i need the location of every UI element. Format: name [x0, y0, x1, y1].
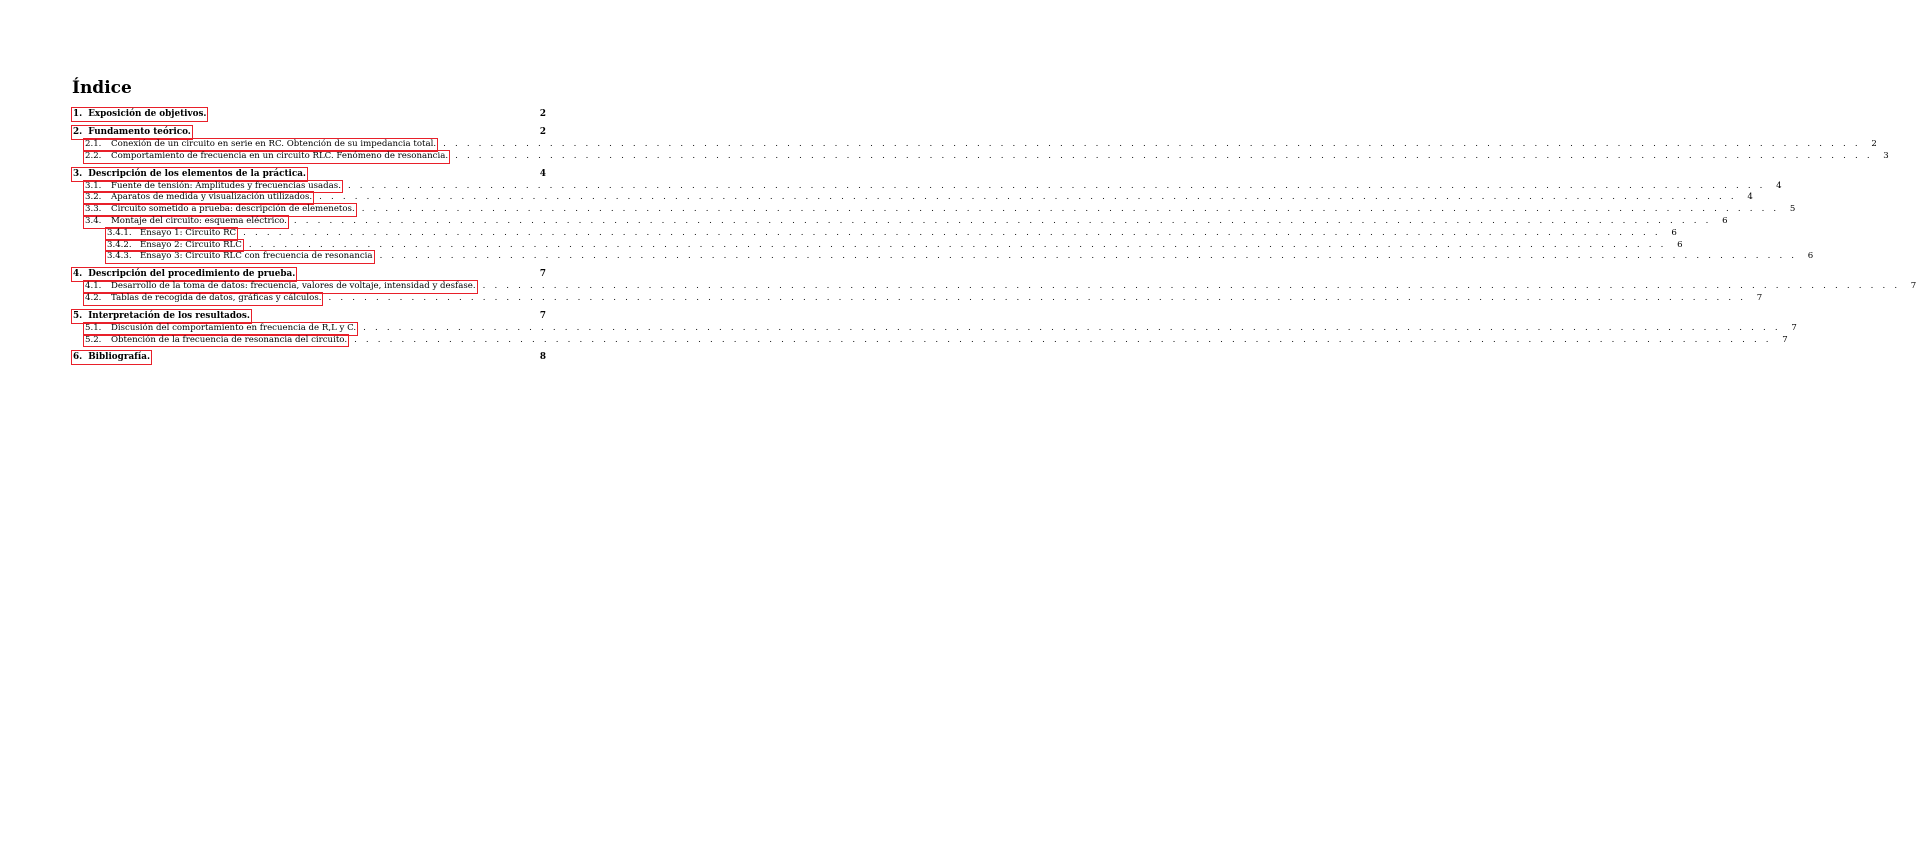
- toc-page-number: 8: [539, 352, 546, 363]
- toc-page-number: 7: [539, 310, 546, 321]
- toc-link[interactable]: [84, 151, 449, 163]
- toc-number: 3.4.2.: [107, 239, 132, 250]
- leader-dots: . . . . . . . . . . . . . . . . . . . . . . . . . . . . . . . . . . . . . . . . . . . . . . . . . . . . . . . . . . . . . . . . . . . . . . . . . . . . . . . . . . . . . . . . . . . . . . . . . . . . . . . . . . . . . . . . . . . . . . . .: [328, 292, 1747, 303]
- toc-page-number: 4: [539, 168, 546, 179]
- toc-number: 5.2.: [85, 334, 102, 345]
- toc-subsection: [72, 150, 1889, 163]
- toc-subsection: [72, 251, 1814, 263]
- leader-dots: . . . . . . . . . . . . . . . . . . . . . . . . . . . . . . . . . . . . . . . . . . . . . . . . . . . . . . . . . . . . . . . . . . . . . . . . . . . . . . . . . . . . . . . . . . . . . . . . . . . . . . . . . . . . . . . . . . . . . . . .: [293, 215, 1712, 226]
- toc-section: [72, 268, 1916, 305]
- toc-link[interactable]: [84, 181, 342, 193]
- toc-page-number: 6: [1722, 215, 1728, 226]
- toc-number: 3.4.1.: [107, 227, 132, 238]
- toc-page-number: 7: [1782, 334, 1788, 345]
- toc-section-heading: [72, 351, 546, 364]
- leader-dots: . . . . . . . . . . . . . . . . . . . . . . . . . . . . . . . . . . . . . . . . . . . . . . . . . . . . . . . . . . . . . . . . . . . . . . . . . . . . . . . . . . . . . . . . . . . . . . . . . . . . . . . . . . . . . . . . . . . . . . . .: [379, 251, 1798, 262]
- leader-dots: . . . . . . . . . . . . . . . . . . . . . . . . . . . . . . . . . . . . . . . . . . . . . . . . . . . . . . . . . . . . . . . . . . . . . . . . . . . . . . . . . . . . . . . . . . . . . . . . . . . . . . . . . . . . . . . . . . . . . . . .: [319, 192, 1737, 203]
- toc-title: Obtención de la frecuencia de resonancia del circuito.: [111, 334, 348, 345]
- toc-page-number: 5: [1789, 204, 1796, 215]
- toc-link[interactable]: [84, 216, 288, 228]
- toc-link[interactable]: [72, 108, 207, 121]
- toc-page-number: 2: [539, 127, 546, 137]
- toc-title: Ensayo 2: Circuito RLC: [140, 239, 242, 250]
- leader-dots: . . . . . . . . . . . . . . . . . . . . . . . . . . . . . . . . . . . . . . . . . . . . . . . . . . . . . . . . . . . . . . . . . . . . . . . . . . . . . . . . . . . . . . . . . . . . . . . . . . . . . . . . . . . . . . . . . . . . . . . .: [363, 322, 1781, 333]
- toc-title: Descripción del procedimiento de prueba.: [88, 269, 296, 280]
- toc-page-number: 4: [1776, 180, 1782, 191]
- toc-link[interactable]: [106, 240, 243, 252]
- toc-subsection: [72, 334, 1788, 347]
- toc-title: Montaje del circuito: esquema eléctrico.: [111, 215, 287, 226]
- toc-title: Aparatos de medida y visualización utilizados.: [111, 192, 313, 203]
- toc-title: Comportamiento de frecuencia en un circuito RLC. Fenómeno de resonancia.: [111, 150, 449, 161]
- table-of-contents: [72, 108, 1916, 364]
- toc-link[interactable]: [84, 323, 357, 335]
- toc-title: Discusión del comportamiento en frecuencia de R,L y C.: [111, 322, 357, 333]
- toc-subsection: [72, 322, 1797, 335]
- toc-number: 6.: [73, 352, 83, 363]
- toc-subsection: [72, 292, 1763, 305]
- toc-link[interactable]: [84, 293, 322, 305]
- toc-number: 4.2.: [85, 292, 102, 303]
- toc-title: Descripción de los elementos de la práctica.: [88, 168, 306, 179]
- toc-number: 2.1.: [85, 139, 102, 149]
- toc-subsection: [72, 180, 1782, 193]
- toc-title: Circuito sometido a prueba: descripción de elemenetos.: [111, 204, 355, 215]
- toc-number: 3.2.: [85, 192, 102, 203]
- toc-link[interactable]: [84, 139, 437, 151]
- leader-dots: . . . . . . . . . . . . . . . . . . . . . . . . . . . . . . . . . . . . . . . . . . . . . . . . . . . . . . . . . . . . . . . . . . . . . . . . . . . . . . . . . . . . . . . . . . . . . . . . . . . . . . . . . . . . . . . . . . . . . . . .: [455, 150, 1873, 161]
- toc-title: Ensayo 3: Circuito RLC con frecuencia de resonancia: [140, 251, 373, 262]
- toc-page-number: 7: [1791, 322, 1797, 333]
- toc-number: 2.: [73, 127, 83, 137]
- toc-number: 3.: [73, 168, 83, 179]
- toc-page-number: 7: [1910, 281, 1916, 292]
- toc-section: [72, 351, 546, 364]
- toc-title: Fuente de tensión: Amplitudes y frecuencias usadas.: [111, 180, 341, 191]
- leader-dots: . . . . . . . . . . . . . . . . . . . . . . . . . . . . . . . . . . . . . . . . . . . . . . . . . . . . . . . . . . . . . . . . . . . . . . . . . . . . . . . . . . . . . . . . . . . . . . . . . . . . . . . . . . . . . . . . . . . . . . . .: [248, 239, 1667, 250]
- toc-page-number: 4: [1747, 192, 1753, 203]
- toc-number: 1.: [73, 109, 83, 119]
- toc-subsection: [72, 227, 1677, 240]
- toc-page-number: 6: [1677, 239, 1683, 250]
- toc-title: Ensayo 1: Circuito RC: [140, 227, 237, 238]
- toc-link[interactable]: [84, 281, 477, 293]
- toc-page-number: 2: [539, 109, 546, 119]
- toc-link[interactable]: [106, 251, 374, 263]
- toc-section-heading: [72, 168, 546, 181]
- toc-title: Exposición de objetivos.: [88, 109, 207, 119]
- toc-link[interactable]: [84, 192, 313, 204]
- toc-title: Fundamento teórico.: [88, 127, 191, 137]
- toc-link[interactable]: [72, 168, 307, 181]
- toc-number: 5.: [73, 310, 83, 321]
- leader-dots: . . . . . . . . . . . . . . . . . . . . . . . . . . . . . . . . . . . . . . . . . . . . . . . . . . . . . . . . . . . . . . . . . . . . . . . . . . . . . . . . . . . . . . . . . . . . . . . . . . . . . . . . . . . . . . . . . . . . . . . .: [347, 180, 1766, 191]
- toc-section-heading: [72, 310, 546, 323]
- toc-subsection: [72, 139, 1877, 151]
- page-title: Índice: [72, 78, 132, 98]
- toc-section: [72, 126, 1889, 163]
- toc-link[interactable]: [72, 126, 192, 139]
- toc-number: 2.2.: [85, 150, 102, 161]
- toc-section: [72, 310, 1797, 347]
- toc-title: Bibliografía.: [88, 352, 151, 363]
- toc-subsection: [72, 239, 1683, 252]
- toc-section: [72, 108, 546, 121]
- leader-dots: . . . . . . . . . . . . . . . . . . . . . . . . . . . . . . . . . . . . . . . . . . . . . . . . . . . . . . . . . . . . . . . . . . . . . . . . . . . . . . . . . . . . . . . . . . . . . . . . . . . . . . . . . . . . . . . . . . . . . . . .: [243, 227, 1661, 238]
- leader-dots: . . . . . . . . . . . . . . . . . . . . . . . . . . . . . . . . . . . . . . . . . . . . . . . . . . . . . . . . . . . . . . . . . . . . . . . . . . . . . . . . . . . . . . . . . . . . . . . . . . . . . . . . . . . . . . . . . . . . . . . .: [443, 139, 1861, 149]
- toc-page-number: 2: [1871, 139, 1877, 149]
- toc-number: 3.3.: [85, 204, 102, 215]
- toc-number: 3.4.: [85, 215, 102, 226]
- toc-page-number: 7: [1756, 292, 1763, 303]
- toc-subsection: [72, 204, 1796, 216]
- toc-title: Desarrollo de la toma de datos: frecuencia, valores de voltaje, intensidad y desfase.: [111, 281, 476, 292]
- toc-number: 3.4.3.: [107, 251, 132, 262]
- toc-subsection: [72, 215, 1728, 228]
- toc-link[interactable]: [72, 351, 151, 364]
- toc-title: Interpretación de los resultados.: [88, 310, 250, 321]
- toc-subsection: [72, 192, 1753, 204]
- toc-subsection: [72, 281, 1916, 293]
- leader-dots: . . . . . . . . . . . . . . . . . . . . . . . . . . . . . . . . . . . . . . . . . . . . . . . . . . . . . . . . . . . . . . . . . . . . . . . . . . . . . . . . . . . . . . . . . . . . . . . . . . . . . . . . . . . . . . . . . . . . . . . .: [361, 204, 1780, 215]
- toc-link[interactable]: [72, 310, 251, 323]
- toc-number: 4.1.: [85, 281, 102, 292]
- toc-page-number: 7: [539, 269, 546, 280]
- toc-section-heading: [72, 108, 546, 121]
- toc-page-number: 3: [1883, 150, 1889, 161]
- toc-link[interactable]: [72, 268, 296, 281]
- toc-page-number: 6: [1807, 251, 1814, 262]
- toc-section-heading: [72, 268, 546, 281]
- toc-page-number: 6: [1671, 227, 1677, 238]
- toc-title: Conexión de un circuito en serie en RC. Obtención de su impedancia total.: [111, 139, 437, 149]
- leader-dots: . . . . . . . . . . . . . . . . . . . . . . . . . . . . . . . . . . . . . . . . . . . . . . . . . . . . . . . . . . . . . . . . . . . . . . . . . . . . . . . . . . . . . . . . . . . . . . . . . . . . . . . . . . . . . . . . . . . . . . . .: [482, 281, 1901, 292]
- toc-section: [72, 168, 1814, 264]
- leader-dots: . . . . . . . . . . . . . . . . . . . . . . . . . . . . . . . . . . . . . . . . . . . . . . . . . . . . . . . . . . . . . . . . . . . . . . . . . . . . . . . . . . . . . . . . . . . . . . . . . . . . . . . . . . . . . . . . . . . . . . . .: [354, 334, 1772, 345]
- toc-title: Tablas de recogida de datos, gráficas y cálculos.: [111, 292, 322, 303]
- toc-number: 4.: [73, 269, 83, 280]
- toc-number: 5.1.: [85, 322, 102, 333]
- toc-number: 3.1.: [85, 180, 102, 191]
- toc-link[interactable]: [106, 228, 237, 240]
- toc-link[interactable]: [84, 335, 348, 347]
- toc-section-heading: [72, 126, 546, 139]
- toc-link[interactable]: [84, 204, 356, 216]
